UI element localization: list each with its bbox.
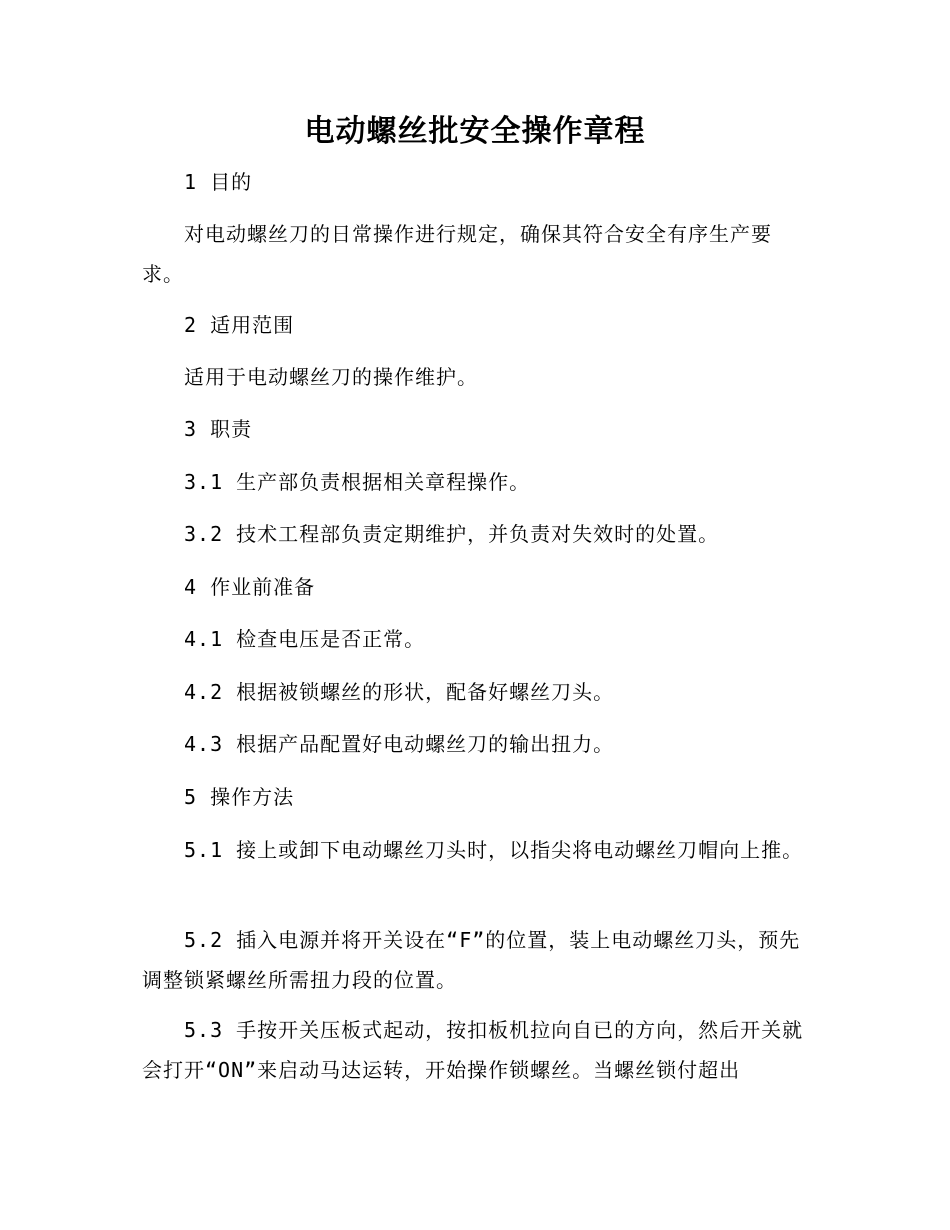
- section-heading-purpose: 1 目的: [184, 170, 253, 194]
- paragraph-operation-5-1: 5.1 接上或卸下电动螺丝刀头时，以指尖将电动螺丝刀帽向上推。: [184, 838, 804, 862]
- paragraph-preparation-4-3: 4.3 根据产品配置好电动螺丝刀的输出扭力。: [184, 732, 615, 756]
- paragraph-preparation-4-1: 4.1 检查电压是否正常。: [184, 627, 426, 651]
- paragraph-operation-5-3: 5.3 手按开关压板式起动，按扣板机拉向自已的方向，然后开关就会打开“ON”来启动马达运转，开始操作锁螺丝。当螺丝锁付超出: [142, 1018, 804, 1082]
- section-heading-operation: 5 操作方法: [184, 785, 295, 809]
- paragraph-purpose: 对电动螺丝刀的日常操作进行规定，确保其符合安全有序生产要求。: [142, 222, 772, 286]
- paragraph-preparation-4-2: 4.2 根据被锁螺丝的形状，配备好螺丝刀头。: [184, 680, 615, 704]
- paragraph-scope: 适用于电动螺丝刀的操作维护。: [184, 365, 478, 389]
- section-heading-preparation: 4 作业前准备: [184, 575, 316, 599]
- paragraph-operation-5-2: 5.2 插入电源并将开关设在“F”的位置，装上电动螺丝刀头，预先调整锁紧螺丝所需扭力段的位置。: [142, 928, 801, 992]
- section-heading-responsibilities: 3 职责: [184, 417, 253, 441]
- paragraph-responsibility-3-2: 3.2 技术工程部负责定期维护，并负责对失效时的处置。: [184, 522, 720, 546]
- document-title: 电动螺丝批安全操作章程: [304, 114, 646, 149]
- paragraph-responsibility-3-1: 3.1 生产部负责根据相关章程操作。: [184, 470, 531, 494]
- section-heading-scope: 2 适用范围: [184, 313, 295, 337]
